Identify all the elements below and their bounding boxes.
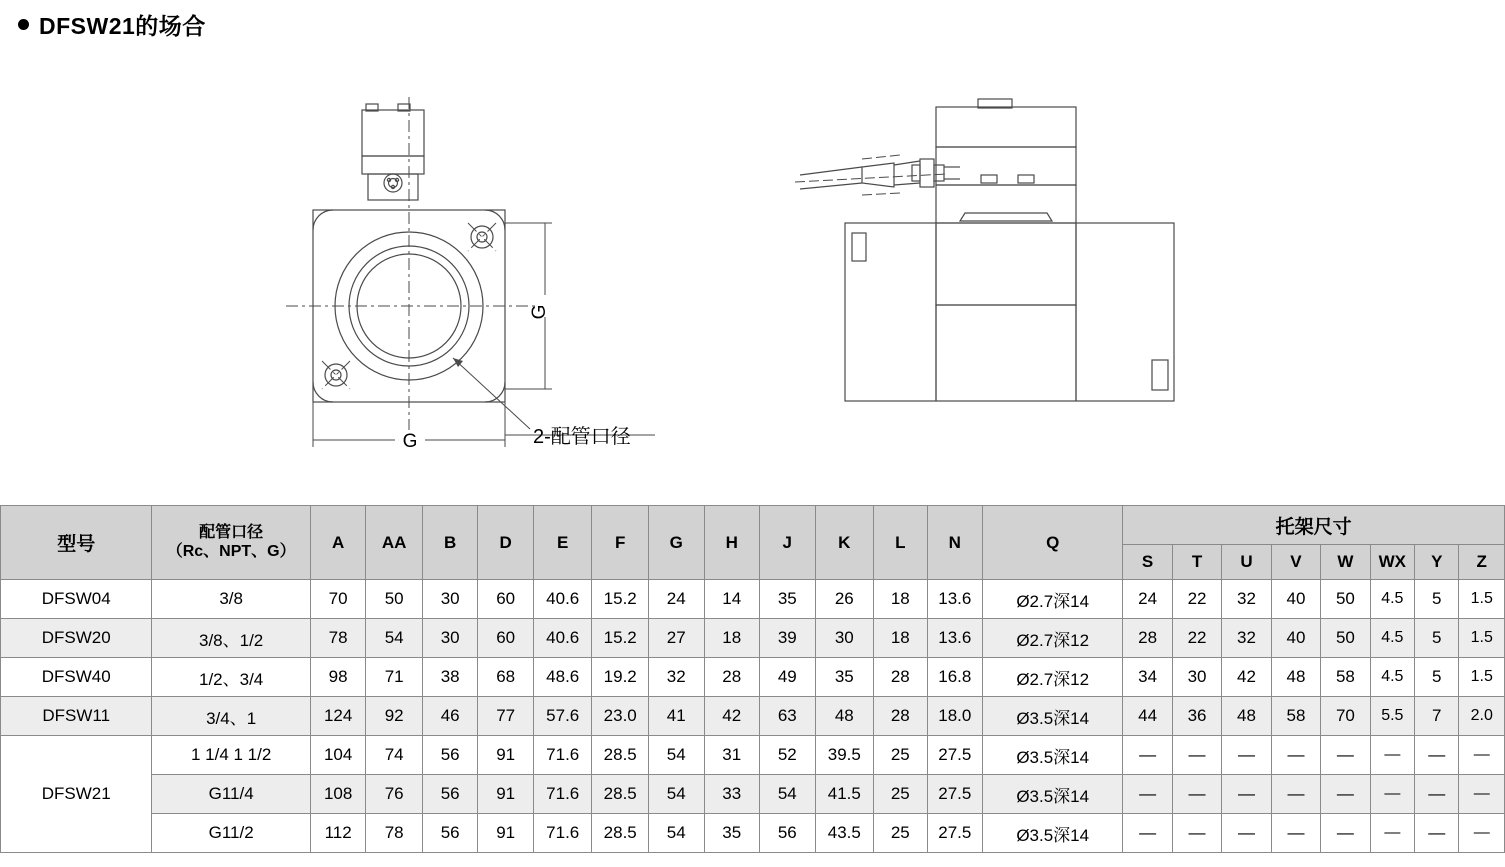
cell-z: 1.5 — [1459, 580, 1505, 619]
cell-l: 25 — [874, 775, 927, 814]
cell-v: — — [1271, 736, 1320, 775]
cell-model: DFSW40 — [1, 658, 152, 697]
cell-q: Ø2.7深12 — [983, 658, 1123, 697]
cell-g: 27 — [648, 619, 704, 658]
dim-horizontal-g: G — [402, 431, 418, 452]
header-v: V — [1271, 545, 1320, 580]
header-k: K — [815, 506, 874, 580]
cell-g: 54 — [648, 736, 704, 775]
cell-h: 33 — [704, 775, 760, 814]
cell-q: Ø3.5深14 — [983, 736, 1123, 775]
cell-b: 38 — [422, 658, 478, 697]
header-q: Q — [983, 506, 1123, 580]
cell-e: 71.6 — [533, 775, 592, 814]
dimension-table-container — [0, 505, 1505, 853]
header-b: B — [422, 506, 478, 580]
cell-f: 28.5 — [592, 814, 649, 853]
dim-vertical-g: G — [529, 304, 550, 320]
table-row — [1, 736, 1505, 775]
cell-h: 28 — [704, 658, 760, 697]
cell-s: 28 — [1123, 619, 1172, 658]
cell-l: 28 — [874, 658, 927, 697]
cell-t: 22 — [1172, 619, 1221, 658]
cell-bore: 1 1/4 1 1/2 — [152, 736, 310, 775]
cell-v: — — [1271, 814, 1320, 853]
cell-f: 15.2 — [592, 580, 649, 619]
cell-v: 58 — [1271, 697, 1320, 736]
header-e: E — [533, 506, 592, 580]
cell-d: 91 — [478, 814, 534, 853]
header-j: J — [760, 506, 816, 580]
cell-g: 54 — [648, 814, 704, 853]
cell-q: Ø3.5深14 — [983, 697, 1123, 736]
cell-e: 48.6 — [533, 658, 592, 697]
table-row — [1, 697, 1505, 736]
cell-s: 34 — [1123, 658, 1172, 697]
cell-h: 35 — [704, 814, 760, 853]
cell-aa: 92 — [366, 697, 423, 736]
cell-t: 22 — [1172, 580, 1221, 619]
cell-aa: 71 — [366, 658, 423, 697]
cell-h: 14 — [704, 580, 760, 619]
cell-t: 30 — [1172, 658, 1221, 697]
header-s: S — [1123, 545, 1172, 580]
cell-j: 52 — [760, 736, 816, 775]
table-row — [1, 814, 1505, 853]
cell-y: — — [1415, 814, 1459, 853]
cell-wx: 4.5 — [1370, 580, 1414, 619]
cell-k: 43.5 — [815, 814, 874, 853]
cell-wx: — — [1370, 736, 1414, 775]
table-row — [1, 658, 1505, 697]
header-g: G — [648, 506, 704, 580]
cell-s: 24 — [1123, 580, 1172, 619]
cell-v: 40 — [1271, 619, 1320, 658]
cell-g: 54 — [648, 775, 704, 814]
cell-a: 78 — [310, 619, 366, 658]
cell-h: 18 — [704, 619, 760, 658]
cell-e: 71.6 — [533, 736, 592, 775]
cell-model-merged: DFSW21 — [1, 736, 152, 853]
cell-aa: 74 — [366, 736, 423, 775]
header-n: N — [927, 506, 983, 580]
cell-u: 48 — [1222, 697, 1271, 736]
cell-l: 25 — [874, 814, 927, 853]
header-f: F — [592, 506, 649, 580]
header-y: Y — [1415, 545, 1459, 580]
cell-u: — — [1222, 814, 1271, 853]
cell-t: 36 — [1172, 697, 1221, 736]
cell-y: — — [1415, 736, 1459, 775]
cell-j: 56 — [760, 814, 816, 853]
cell-w: — — [1321, 736, 1370, 775]
cell-model: DFSW20 — [1, 619, 152, 658]
cell-d: 68 — [478, 658, 534, 697]
cell-u: 32 — [1222, 580, 1271, 619]
cell-s: 44 — [1123, 697, 1172, 736]
drawing-svg — [0, 55, 1505, 495]
cell-n: 13.6 — [927, 580, 983, 619]
cell-a: 70 — [310, 580, 366, 619]
cell-f: 19.2 — [592, 658, 649, 697]
header-bore-line2: （Rc、NPT、G） — [166, 542, 296, 560]
header-bore-line1: 配管口径 — [199, 524, 264, 542]
cell-aa: 54 — [366, 619, 423, 658]
cell-v: 48 — [1271, 658, 1320, 697]
cell-z: 1.5 — [1459, 658, 1505, 697]
cell-u: 32 — [1222, 619, 1271, 658]
cell-z: — — [1459, 736, 1505, 775]
cell-bore: 1/2、3/4 — [152, 658, 310, 697]
cell-b: 56 — [422, 814, 478, 853]
table-row — [1, 619, 1505, 658]
cell-u: — — [1222, 736, 1271, 775]
cell-t: — — [1172, 814, 1221, 853]
cell-n: 27.5 — [927, 736, 983, 775]
cell-k: 26 — [815, 580, 874, 619]
cell-d: 91 — [478, 775, 534, 814]
cell-g: 41 — [648, 697, 704, 736]
header-t: T — [1172, 545, 1221, 580]
section-heading — [18, 8, 206, 41]
cell-bore: G11/2 — [152, 814, 310, 853]
cell-d: 60 — [478, 619, 534, 658]
cell-t: — — [1172, 736, 1221, 775]
cell-j: 35 — [760, 580, 816, 619]
cell-model: DFSW11 — [1, 697, 152, 736]
header-model: 型号 — [1, 506, 152, 580]
technical-drawings — [0, 55, 1505, 495]
cell-h: 42 — [704, 697, 760, 736]
cell-f: 28.5 — [592, 736, 649, 775]
cell-n: 16.8 — [927, 658, 983, 697]
cell-v: — — [1271, 775, 1320, 814]
cell-b: 46 — [422, 697, 478, 736]
cell-u: — — [1222, 775, 1271, 814]
cell-e: 40.6 — [533, 619, 592, 658]
cell-y: — — [1415, 775, 1459, 814]
callout-bore: 2-配管口径 — [533, 426, 631, 448]
cell-model: DFSW04 — [1, 580, 152, 619]
cell-wx: 4.5 — [1370, 658, 1414, 697]
cell-l: 25 — [874, 736, 927, 775]
header-l: L — [874, 506, 927, 580]
cell-z: — — [1459, 775, 1505, 814]
cell-n: 13.6 — [927, 619, 983, 658]
cell-l: 18 — [874, 580, 927, 619]
cell-v: 40 — [1271, 580, 1320, 619]
cell-a: 104 — [310, 736, 366, 775]
cell-f: 23.0 — [592, 697, 649, 736]
cell-n: 27.5 — [927, 775, 983, 814]
cell-k: 41.5 — [815, 775, 874, 814]
cell-z: 2.0 — [1459, 697, 1505, 736]
cell-e: 40.6 — [533, 580, 592, 619]
cell-d: 77 — [478, 697, 534, 736]
cell-n: 18.0 — [927, 697, 983, 736]
cell-s: — — [1123, 814, 1172, 853]
cell-f: 15.2 — [592, 619, 649, 658]
cell-q: Ø3.5深14 — [983, 814, 1123, 853]
cell-t: — — [1172, 775, 1221, 814]
cell-b: 30 — [422, 580, 478, 619]
section-heading-text: DFSW21的场合 — [39, 13, 206, 39]
header-aa: AA — [366, 506, 423, 580]
header-bracket-size: 托架尺寸 — [1123, 506, 1505, 545]
cell-k: 48 — [815, 697, 874, 736]
cell-z: 1.5 — [1459, 619, 1505, 658]
cell-w: — — [1321, 814, 1370, 853]
cell-wx: — — [1370, 814, 1414, 853]
cell-bore: 3/8 — [152, 580, 310, 619]
dimension-table — [0, 505, 1505, 853]
cell-wx: 5.5 — [1370, 697, 1414, 736]
cell-b: 56 — [422, 736, 478, 775]
cell-y: 7 — [1415, 697, 1459, 736]
cell-b: 56 — [422, 775, 478, 814]
cell-aa: 76 — [366, 775, 423, 814]
header-a: A — [310, 506, 366, 580]
cell-s: — — [1123, 736, 1172, 775]
cell-j: 63 — [760, 697, 816, 736]
cell-k: 39.5 — [815, 736, 874, 775]
cell-j: 49 — [760, 658, 816, 697]
cell-q: Ø3.5深14 — [983, 775, 1123, 814]
table-row — [1, 775, 1505, 814]
cell-wx: 4.5 — [1370, 619, 1414, 658]
cell-l: 28 — [874, 697, 927, 736]
cell-a: 112 — [310, 814, 366, 853]
cell-d: 91 — [478, 736, 534, 775]
cell-a: 108 — [310, 775, 366, 814]
cell-y: 5 — [1415, 658, 1459, 697]
header-z: Z — [1459, 545, 1505, 580]
cell-bore: 3/8、1/2 — [152, 619, 310, 658]
cell-n: 27.5 — [927, 814, 983, 853]
cell-s: — — [1123, 775, 1172, 814]
cell-q: Ø2.7深14 — [983, 580, 1123, 619]
cell-w: — — [1321, 775, 1370, 814]
cell-z: — — [1459, 814, 1505, 853]
cell-y: 5 — [1415, 619, 1459, 658]
cell-aa: 50 — [366, 580, 423, 619]
cell-e: 71.6 — [533, 814, 592, 853]
cell-j: 39 — [760, 619, 816, 658]
cell-aa: 78 — [366, 814, 423, 853]
header-d: D — [478, 506, 534, 580]
cell-a: 98 — [310, 658, 366, 697]
header-u: U — [1222, 545, 1271, 580]
cell-q: Ø2.7深12 — [983, 619, 1123, 658]
cell-g: 24 — [648, 580, 704, 619]
cell-y: 5 — [1415, 580, 1459, 619]
cell-bore: 3/4、1 — [152, 697, 310, 736]
cell-k: 35 — [815, 658, 874, 697]
cell-k: 30 — [815, 619, 874, 658]
cell-w: 58 — [1321, 658, 1370, 697]
table-row — [1, 580, 1505, 619]
cell-e: 57.6 — [533, 697, 592, 736]
cell-w: 50 — [1321, 619, 1370, 658]
header-bore — [152, 506, 310, 580]
cell-f: 28.5 — [592, 775, 649, 814]
cell-d: 60 — [478, 580, 534, 619]
cell-bore: G11/4 — [152, 775, 310, 814]
cell-a: 124 — [310, 697, 366, 736]
cell-w: 50 — [1321, 580, 1370, 619]
cell-h: 31 — [704, 736, 760, 775]
bullet-icon — [18, 19, 29, 30]
header-w: W — [1321, 545, 1370, 580]
cell-l: 18 — [874, 619, 927, 658]
cell-w: 70 — [1321, 697, 1370, 736]
cell-wx: — — [1370, 775, 1414, 814]
cell-g: 32 — [648, 658, 704, 697]
cell-u: 42 — [1222, 658, 1271, 697]
cell-b: 30 — [422, 619, 478, 658]
header-wx: WX — [1370, 545, 1414, 580]
header-h: H — [704, 506, 760, 580]
table-header-row-1 — [1, 506, 1505, 545]
cell-j: 54 — [760, 775, 816, 814]
